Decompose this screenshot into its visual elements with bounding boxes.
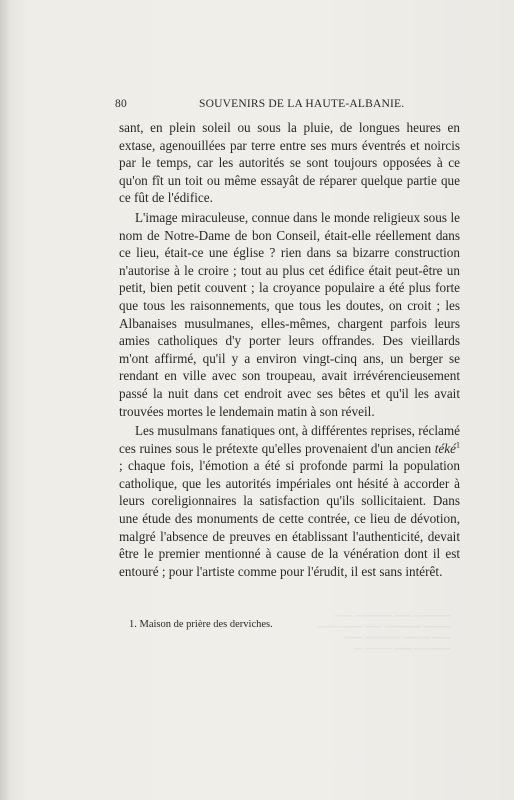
paragraph-musulmans [119, 422, 460, 580]
running-head [115, 98, 405, 112]
paragraph-notre-dame [119, 209, 460, 420]
paragraph-2-text: L'image miraculeuse, connue dans le monde religieux sous le nom de Notre-Dame de bon Conseil, était-elle réellement dans ce lieu, était-ce une église ? rien dans sa bizarre construction n'autorise à le croire ; tout au plus cet édifice était peut-être un petit, bien petit couvent ; la croyance populaire a été plus forte que tous les raisonnements, que tous les doutes, on croit ; les Albanaises musulmanes, elles-mêmes, chargent parfois leurs amies catholiques d'y porter leurs offrandes. Des vieillards m'ont affirmé, qu'il y a environ vingt-cinq ans, un berger se rendant en ville avec son troupeau, avait irrévérencieusement passé la nuit dans cet endroit avec ses bêtes et qu'il les avait trouvées mortes le lendemain matin à son réveil. [119, 209, 460, 419]
paragraph-3-text-before: Les musulmans fanatiques ont, à différentes reprises, réclamé ces ruines sous le prétexte qu'elles provenaient d'un ancien [119, 423, 460, 456]
paragraph-3-text-after: ; chaque fois, l'émotion a été si profonde parmi la population catholique, que les autorités impériales ont hésité à accorder à leurs coreligionnaires la satisfaction qu'ils sollicitaient. Dans une étude des monuments de cette contrée, ce lieu de dévotion, malgré l'absence de preuves en établissant l'authenticité, devait être le premier mentionné à cause de la vénération dont il est entouré ; pour l'artiste comme pour l'érudit, il est sans intérêt. [119, 458, 460, 579]
footnote-text: Maison de prière des derviches. [139, 619, 273, 630]
page-number: 80 [115, 98, 127, 110]
footnote-mark: 1. [129, 619, 137, 630]
paragraph-1-text: sant, en plein soleil ou sous la pluie, de longues heures en extase, agenouillées par terre entre ses murs éventrés et noircis par le temps, car les autorités se sont toujours opposées à ce qu'on fît un toit ou même essayât de réparer quelque partie que ce fût de l'édifice. [119, 120, 460, 206]
show-through-bleed: ———— —— ———— —— ——— ———— —— ————— —— ——— ———— —— ———— —— ——— — [317, 610, 450, 653]
running-title: SOUVENIRS DE LA HAUTE-ALBANIE. [199, 98, 405, 110]
page-gutter [0, 0, 10, 800]
footnote-reference: 1 [456, 440, 460, 450]
italic-term-teke: téké [434, 440, 456, 456]
paragraph-continued [119, 119, 460, 207]
body-text [119, 119, 460, 582]
